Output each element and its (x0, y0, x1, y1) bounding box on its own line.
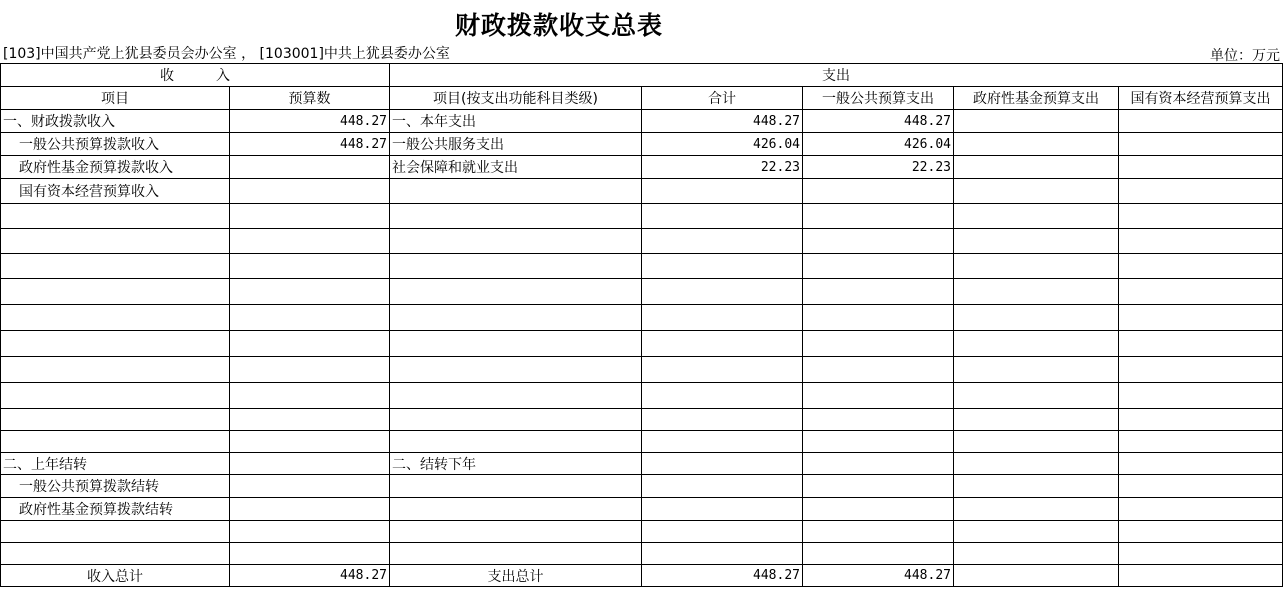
income-value-cell (230, 431, 390, 453)
state-capital-cell (1119, 357, 1283, 383)
page-title: 财政拨款收支总表 (454, 11, 663, 40)
expense-total-cell (642, 357, 803, 383)
expense-item-cell (390, 409, 642, 431)
income-item-cell (1, 331, 230, 357)
expense-total-cell (642, 475, 803, 498)
state-capital-cell (1119, 133, 1283, 156)
expense-total-cell (642, 453, 803, 475)
income-value-cell (230, 475, 390, 498)
state-capital-cell (1119, 305, 1283, 331)
general-budget-cell (803, 543, 954, 565)
general-budget-cell (803, 305, 954, 331)
state-capital-cell (1119, 543, 1283, 565)
income-value-cell (230, 543, 390, 565)
table-row (1, 409, 1283, 431)
expense-total-cell: 22.23 (642, 156, 803, 179)
expense-total-cell: 426.04 (642, 133, 803, 156)
state-capital-cell (1119, 229, 1283, 254)
fund-budget-cell (954, 156, 1119, 179)
table-row (1, 521, 1283, 543)
general-budget-cell (803, 357, 954, 383)
expense-header: 支出 (390, 64, 1283, 87)
state-capital-cell (1119, 204, 1283, 229)
expense-item-cell (390, 431, 642, 453)
income-value-cell (230, 179, 390, 204)
fund-budget-cell (954, 254, 1119, 279)
col-total-header: 合计 (642, 87, 803, 110)
general-budget-cell (803, 179, 954, 204)
general-budget-cell (803, 475, 954, 498)
fund-budget-cell (954, 409, 1119, 431)
expense-item-cell: 一般公共服务支出 (390, 133, 642, 156)
fund-budget-cell (954, 110, 1119, 133)
general-budget-cell: 448.27 (803, 110, 954, 133)
fund-budget-cell (954, 431, 1119, 453)
income-value-cell (230, 521, 390, 543)
expense-total-cell (642, 383, 803, 409)
unit-label: 单位：万元 (1210, 48, 1280, 64)
header-row-2 (1, 87, 1283, 110)
fund-budget-cell (954, 279, 1119, 305)
fund-budget-cell (954, 383, 1119, 409)
fund-budget-cell (954, 133, 1119, 156)
table-row (1, 498, 1283, 521)
fund-budget-cell (954, 498, 1119, 521)
income-total-label: 收入总计 (1, 565, 230, 587)
expense-total-cell (642, 498, 803, 521)
table-row (1, 453, 1283, 475)
income-item-cell (1, 254, 230, 279)
state-capital-cell (1119, 521, 1283, 543)
income-value-cell (230, 331, 390, 357)
table-row (1, 133, 1283, 156)
fund-budget-cell (954, 179, 1119, 204)
table-row (1, 383, 1283, 409)
fund-grand-total (954, 565, 1119, 587)
expense-item-cell: 二、结转下年 (390, 453, 642, 475)
table-row (1, 279, 1283, 305)
col-general-header: 一般公共预算支出 (803, 87, 954, 110)
general-budget-cell (803, 453, 954, 475)
expense-total-cell (642, 331, 803, 357)
general-budget-cell (803, 409, 954, 431)
fund-budget-cell (954, 475, 1119, 498)
general-grand-total: 448.27 (803, 565, 954, 587)
general-budget-cell (803, 431, 954, 453)
general-budget-cell (803, 498, 954, 521)
table-row (1, 229, 1283, 254)
expense-total-cell (642, 521, 803, 543)
state-capital-cell (1119, 498, 1283, 521)
expense-total-cell (642, 305, 803, 331)
col-fund-header: 政府性基金预算支出 (954, 87, 1119, 110)
table-row (1, 179, 1283, 204)
expense-item-cell (390, 229, 642, 254)
table-row (1, 204, 1283, 229)
income-value-cell (230, 453, 390, 475)
fund-budget-cell (954, 229, 1119, 254)
income-item-cell: 国有资本经营预算收入 (1, 179, 230, 204)
expense-total-cell: 448.27 (642, 110, 803, 133)
income-header: 收 入 (1, 64, 390, 87)
state-capital-cell (1119, 110, 1283, 133)
fund-budget-cell (954, 453, 1119, 475)
income-value-cell: 448.27 (230, 133, 390, 156)
income-item-cell (1, 229, 230, 254)
general-budget-cell (803, 254, 954, 279)
state-capital-cell (1119, 475, 1283, 498)
expense-item-cell (390, 521, 642, 543)
expense-total-cell (642, 431, 803, 453)
expense-item-cell (390, 383, 642, 409)
fund-budget-cell (954, 305, 1119, 331)
state-capital-cell (1119, 383, 1283, 409)
expense-total-cell (642, 229, 803, 254)
table-row (1, 543, 1283, 565)
income-value-cell (230, 204, 390, 229)
expense-total-cell (642, 543, 803, 565)
income-item-cell (1, 204, 230, 229)
fund-budget-cell (954, 331, 1119, 357)
income-value-cell (230, 254, 390, 279)
state-capital-cell (1119, 254, 1283, 279)
income-item-cell: 一般公共预算拨款结转 (1, 475, 230, 498)
col-item-header: 项目 (1, 87, 230, 110)
col-exp-item-header: 项目(按支出功能科目类级) (390, 87, 642, 110)
col-budget-header: 预算数 (230, 87, 390, 110)
general-budget-cell (803, 331, 954, 357)
income-item-cell (1, 279, 230, 305)
table-row (1, 357, 1283, 383)
income-item-cell (1, 305, 230, 331)
income-item-cell (1, 383, 230, 409)
income-total-value: 448.27 (230, 565, 390, 587)
income-item-cell: 政府性基金预算拨款收入 (1, 156, 230, 179)
expense-item-cell: 一、本年支出 (390, 110, 642, 133)
expense-grand-total: 448.27 (642, 565, 803, 587)
col-state-header: 国有资本经营预算支出 (1119, 87, 1283, 110)
state-capital-cell (1119, 279, 1283, 305)
income-item-cell: 一、财政拨款收入 (1, 110, 230, 133)
income-value-cell (230, 229, 390, 254)
general-budget-cell (803, 383, 954, 409)
state-capital-cell (1119, 331, 1283, 357)
expense-total-label: 支出总计 (390, 565, 642, 587)
expense-item-cell (390, 204, 642, 229)
budget-table (0, 63, 1283, 587)
fund-budget-cell (954, 357, 1119, 383)
expense-total-cell (642, 409, 803, 431)
expense-item-cell (390, 179, 642, 204)
expense-item-cell (390, 305, 642, 331)
income-item-cell: 一般公共预算拨款收入 (1, 133, 230, 156)
table-row (1, 110, 1283, 133)
table-row (1, 254, 1283, 279)
fund-budget-cell (954, 521, 1119, 543)
table-row (1, 156, 1283, 179)
income-value-cell (230, 498, 390, 521)
income-value-cell (230, 279, 390, 305)
income-item-cell (1, 357, 230, 383)
state-grand-total (1119, 565, 1283, 587)
general-budget-cell (803, 204, 954, 229)
unit-line: [103]中国共产党上犹县委员会办公室 ， [103001]中共上犹县委办公室 (3, 46, 450, 62)
expense-item-cell (390, 498, 642, 521)
general-budget-cell: 426.04 (803, 133, 954, 156)
income-item-cell: 二、上年结转 (1, 453, 230, 475)
expense-item-cell (390, 475, 642, 498)
income-value-cell (230, 156, 390, 179)
expense-item-cell (390, 254, 642, 279)
state-capital-cell (1119, 409, 1283, 431)
income-value-cell (230, 305, 390, 331)
fund-budget-cell (954, 204, 1119, 229)
general-budget-cell (803, 229, 954, 254)
state-capital-cell (1119, 179, 1283, 204)
fund-budget-cell (954, 543, 1119, 565)
income-value-cell (230, 383, 390, 409)
income-value-cell (230, 357, 390, 383)
state-capital-cell (1119, 431, 1283, 453)
general-budget-cell: 22.23 (803, 156, 954, 179)
header-row-1 (1, 64, 1283, 87)
income-item-cell (1, 521, 230, 543)
expense-total-cell (642, 254, 803, 279)
table-row (1, 431, 1283, 453)
income-item-cell (1, 409, 230, 431)
general-budget-cell (803, 279, 954, 305)
table-row (1, 331, 1283, 357)
state-capital-cell (1119, 453, 1283, 475)
income-item-cell: 政府性基金预算拨款结转 (1, 498, 230, 521)
general-budget-cell (803, 521, 954, 543)
state-capital-cell (1119, 156, 1283, 179)
income-value-cell: 448.27 (230, 110, 390, 133)
income-value-cell (230, 409, 390, 431)
expense-item-cell (390, 357, 642, 383)
expense-item-cell (390, 331, 642, 357)
income-item-cell (1, 431, 230, 453)
table-row (1, 305, 1283, 331)
table-row (1, 475, 1283, 498)
expense-total-cell (642, 279, 803, 305)
total-row (1, 565, 1283, 587)
expense-total-cell (642, 204, 803, 229)
expense-item-cell: 社会保障和就业支出 (390, 156, 642, 179)
income-item-cell (1, 543, 230, 565)
expense-item-cell (390, 279, 642, 305)
expense-item-cell (390, 543, 642, 565)
expense-total-cell (642, 179, 803, 204)
